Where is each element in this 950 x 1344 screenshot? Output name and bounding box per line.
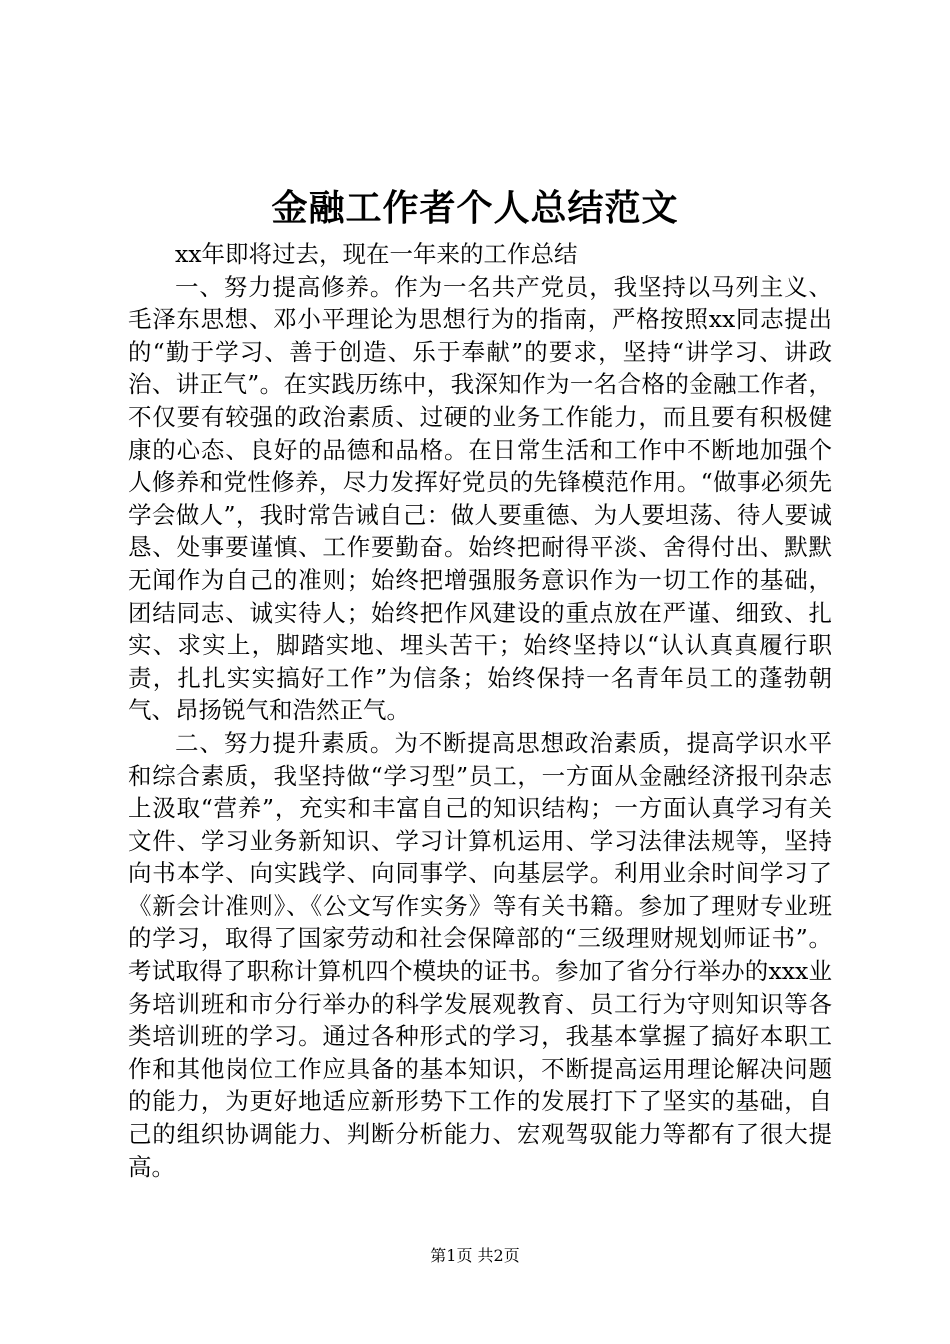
section-two-paragraph: 二、努力提升素质。为不断提高思想政治素质，提高学识水平和综合素质，我坚持做“学习型”员工，一方面从金融经济报刊杂志上汲取“营养”，充实和丰富自己的知识结构；一方面认真学习有关文件、学习业务新知识、学习计算机运用、学习法律法规等，坚持向书本学、向实践学、向同事学、向基层学。利用业余时间学习了《新会计准则》、《公文写作实务》等有关书籍。参加了理财专业班的学习，取得了国家劳动和社会保障部的“三级理财规划师证书”。考试取得了职称计算机四个模块的证书。参加了省分行举办的xxx业务培训班和市分行举办的科学发展观教育、员工行为守则知识等各类培训班的学习。通过各种形式的学习，我基本掌握了搞好本职工作和其他岗位工作应具备的基本知识，不断提高运用理论解决问题的能力，为更好地适应新形势下工作的发展打下了坚实的基础，自己的组织协调能力、判断分析能力、宏观驾驭能力等都有了很大提高。 bbox=[128, 728, 832, 1181]
document-title: 金融工作者个人总结范文 bbox=[271, 187, 679, 229]
document-body bbox=[128, 238, 832, 1183]
section-one-paragraph: 一、努力提高修养。作为一名共产党员，我坚持以马列主义、毛泽东思想、邓小平理论为思想行为的指南，严格按照xx同志提出的“勤于学习、善于创造、乐于奉献”的要求，坚持“讲学习、讲政治、讲正气”。在实践历练中，我深知作为一名合格的金融工作者，不仅要有较强的政治素质、过硬的业务工作能力，而且要有积极健康的心态、良好的品德和品格。在日常生活和工作中不断地加强个人修养和党性修养，尽力发挥好党员的先锋模范作用。“做事必须先学会做人”，我时常告诫自己：做人要重德、为人要坦荡、待人要诚恳、处事要谨慎、工作要勤奋。始终把耐得平淡、舍得付出、默默无闻作为自己的准则；始终把增强服务意识作为一切工作的基础，团结同志、诚实待人；始终把作风建设的重点放在严谨、细致、扎实、求实上，脚踏实地、埋头苦干；始终坚持以“认认真真履行职责，扎扎实实搞好工作”为信条；始终保持一名青年员工的蓬勃朝气、昂扬锐气和浩然正气。 bbox=[128, 272, 832, 725]
page-footer: 第1页 共2页 bbox=[430, 1246, 520, 1265]
intro-paragraph: xx年即将过去，现在一年来的工作总结 bbox=[175, 240, 578, 268]
